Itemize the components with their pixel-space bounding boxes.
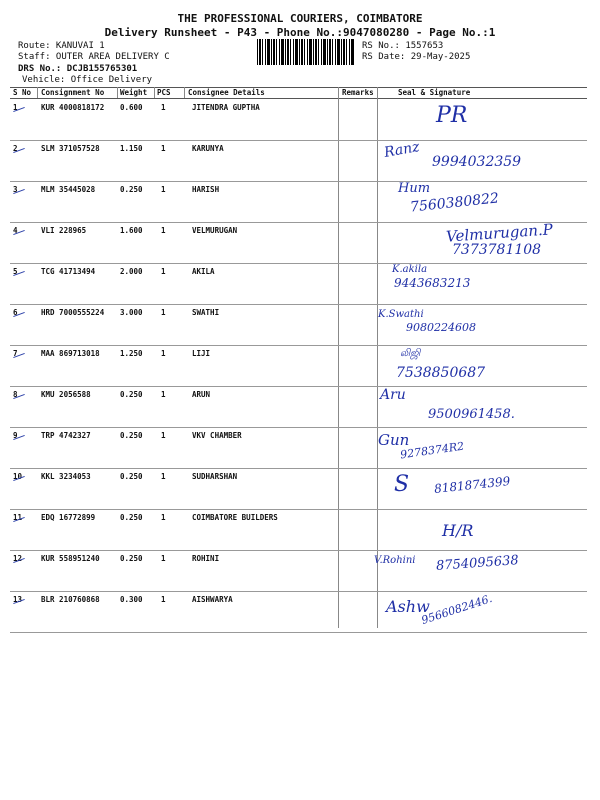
signature: Aru bbox=[380, 387, 406, 403]
signature: V.Rohini bbox=[374, 555, 416, 566]
row-consignee: VELMURUGAN bbox=[192, 226, 238, 235]
row-consignee: JITENDRA GUPTHA bbox=[192, 103, 260, 112]
row-sno: 9 bbox=[13, 431, 18, 440]
signature-phone: 9443683213 bbox=[394, 276, 471, 290]
route-label: Route: KANUVAI 1 bbox=[18, 41, 105, 51]
row-weight: 0.250 bbox=[120, 431, 143, 440]
row-weight: 1.150 bbox=[120, 144, 143, 153]
signature: Gun bbox=[378, 431, 410, 449]
row-pcs: 1 bbox=[161, 595, 166, 604]
signature: Ashw bbox=[386, 597, 430, 616]
row-pcs: 1 bbox=[161, 267, 166, 276]
row-pcs: 1 bbox=[161, 103, 166, 112]
row-pcs: 1 bbox=[161, 185, 166, 194]
drs-number: DRS No.: DCJB155765301 bbox=[18, 64, 138, 74]
row-pcs: 1 bbox=[161, 308, 166, 317]
table-row bbox=[10, 140, 587, 182]
column-divider bbox=[37, 87, 38, 98]
col-header-signature: Seal & Signature bbox=[398, 88, 471, 97]
row-sno: 10 bbox=[13, 472, 23, 481]
row-consignee: AISHWARYA bbox=[192, 595, 233, 604]
column-divider bbox=[117, 87, 118, 98]
row-pcs: 1 bbox=[161, 226, 166, 235]
table-row bbox=[10, 304, 587, 346]
signature: Ranz bbox=[382, 139, 421, 161]
row-pcs: 1 bbox=[161, 349, 166, 358]
rs-number: RS No.: 1557653 bbox=[362, 41, 444, 51]
row-pcs: 1 bbox=[161, 472, 166, 481]
signature-phone: 9566082446. bbox=[419, 591, 494, 628]
row-consignee: VKV CHAMBER bbox=[192, 431, 242, 440]
row-sno: 1 bbox=[13, 103, 18, 112]
row-pcs: 1 bbox=[161, 513, 166, 522]
row-consignment: MLM 35445028 bbox=[41, 185, 96, 194]
col-header-pcs: PCS bbox=[157, 88, 171, 97]
vehicle-label: Vehicle: Office Delivery bbox=[22, 75, 153, 85]
col-header-consignment: Consignment No bbox=[41, 88, 105, 97]
table-row bbox=[10, 468, 587, 510]
table-row bbox=[10, 99, 587, 141]
row-consignee: ARUN bbox=[192, 390, 211, 399]
row-pcs: 1 bbox=[161, 390, 166, 399]
row-consignment: EDQ 16772899 bbox=[41, 513, 96, 522]
row-consignment: MAA 869713018 bbox=[41, 349, 100, 358]
row-consignment: HRD 7000555224 bbox=[41, 308, 105, 317]
row-consignee: HARISH bbox=[192, 185, 220, 194]
row-weight: 0.250 bbox=[120, 554, 143, 563]
row-weight: 3.000 bbox=[120, 308, 143, 317]
row-consignee: KARUNYA bbox=[192, 144, 224, 153]
row-consignment: KUR 4000818172 bbox=[41, 103, 105, 112]
signature-phone: 9994032359 bbox=[432, 154, 522, 170]
signature: Hum bbox=[398, 181, 431, 196]
row-pcs: 1 bbox=[161, 554, 166, 563]
rs-date: RS Date: 29-May-2025 bbox=[362, 52, 471, 62]
row-sno: 4 bbox=[13, 226, 18, 235]
signature: S bbox=[394, 472, 410, 497]
table-row bbox=[10, 386, 587, 428]
table-row bbox=[10, 345, 587, 387]
table-row bbox=[10, 222, 587, 264]
signature: H/R bbox=[442, 521, 474, 540]
row-pcs: 1 bbox=[161, 431, 166, 440]
table-row bbox=[10, 427, 587, 469]
row-consignment: KUR 558951240 bbox=[41, 554, 100, 563]
column-divider bbox=[154, 87, 155, 98]
row-weight: 0.250 bbox=[120, 513, 143, 522]
signature: PR bbox=[436, 103, 468, 128]
signature-phone: 7538850687 bbox=[396, 365, 486, 381]
table-row bbox=[10, 591, 587, 633]
row-sno: 5 bbox=[13, 267, 18, 276]
row-sno: 3 bbox=[13, 185, 18, 194]
row-sno: 8 bbox=[13, 390, 18, 399]
row-consignment: KMU 2056588 bbox=[41, 390, 91, 399]
row-consignment: KKL 3234053 bbox=[41, 472, 91, 481]
row-consignee: SUDHARSHAN bbox=[192, 472, 238, 481]
row-consignment: BLR 210760868 bbox=[41, 595, 100, 604]
signature-phone: 7560380822 bbox=[409, 190, 500, 216]
row-sno: 12 bbox=[13, 554, 23, 563]
row-consignment: VLI 228965 bbox=[41, 226, 87, 235]
row-consignee: COIMBATORE BUILDERS bbox=[192, 513, 278, 522]
row-consignment: SLM 371057528 bbox=[41, 144, 100, 153]
signature: K.akila bbox=[392, 264, 428, 275]
signature: லிஜி bbox=[400, 348, 421, 359]
signature-phone: 9278374R2 bbox=[399, 439, 465, 462]
row-weight: 1.250 bbox=[120, 349, 143, 358]
col-header-consignee: Consignee Details bbox=[188, 88, 265, 97]
row-sno: 7 bbox=[13, 349, 18, 358]
row-consignment: TRP 4742327 bbox=[41, 431, 91, 440]
row-consignment: TCG 41713494 bbox=[41, 267, 96, 276]
signature-phone: 7373781108 bbox=[452, 242, 542, 258]
table-row bbox=[10, 509, 587, 551]
col-header-weight: Weight bbox=[120, 88, 148, 97]
row-consignee: ROHINI bbox=[192, 554, 220, 563]
signature: Velmurugan.P bbox=[445, 220, 554, 246]
row-sno: 6 bbox=[13, 308, 18, 317]
row-sno: 2 bbox=[13, 144, 18, 153]
runsheet-subtitle: Delivery Runsheet - P43 - Phone No.:9047080280 - Page No.:1 bbox=[104, 26, 496, 39]
row-weight: 0.250 bbox=[120, 185, 143, 194]
column-divider bbox=[184, 87, 185, 98]
row-pcs: 1 bbox=[161, 144, 166, 153]
row-weight: 0.250 bbox=[120, 390, 143, 399]
signature-phone: 9500961458. bbox=[428, 407, 515, 422]
row-consignee: LIJI bbox=[192, 349, 211, 358]
signature-phone: 8181874399 bbox=[433, 474, 511, 496]
row-weight: 0.600 bbox=[120, 103, 143, 112]
col-header-remarks: Remarks bbox=[342, 88, 374, 97]
col-header-sno: S No bbox=[13, 88, 32, 97]
staff-label: Staff: OUTER AREA DELIVERY C bbox=[18, 52, 170, 62]
table-row bbox=[10, 263, 587, 305]
row-weight: 0.300 bbox=[120, 595, 143, 604]
row-consignee: SWATHI bbox=[192, 308, 220, 317]
signature-phone: 8754095638 bbox=[435, 553, 520, 574]
row-weight: 0.250 bbox=[120, 472, 143, 481]
company-title: THE PROFESSIONAL COURIERS, COIMBATORE bbox=[177, 12, 423, 25]
table-row bbox=[10, 181, 587, 223]
signature-phone: 9080224608 bbox=[406, 321, 476, 334]
table-row bbox=[10, 550, 587, 592]
row-sno: 11 bbox=[13, 513, 23, 522]
row-weight: 1.600 bbox=[120, 226, 143, 235]
row-weight: 2.000 bbox=[120, 267, 143, 276]
row-sno: 13 bbox=[13, 595, 23, 604]
signature: K.Swathi bbox=[378, 309, 424, 320]
row-consignee: AKILA bbox=[192, 267, 215, 276]
barcode-image bbox=[257, 39, 355, 65]
